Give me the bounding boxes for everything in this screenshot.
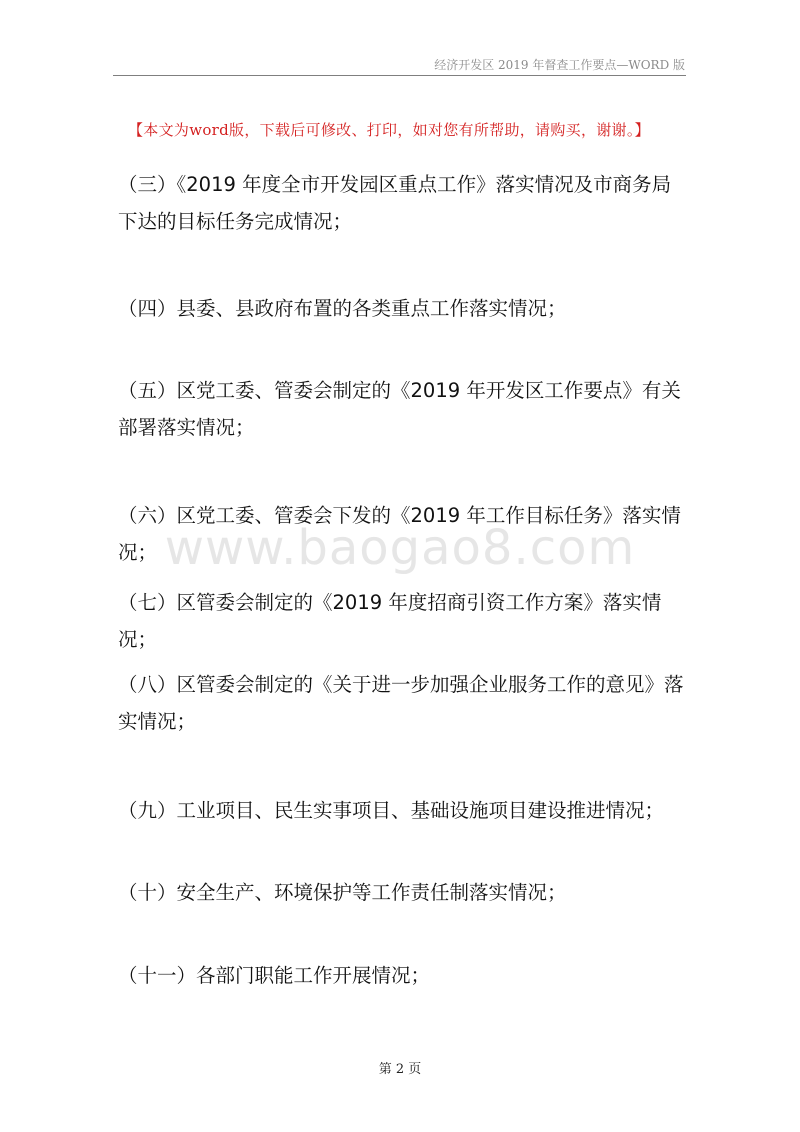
paragraph-item-4: （四）县委、县政府布置的各类重点工作落实情况； bbox=[118, 297, 567, 320]
download-notice: 【本文为word版，下载后可修改、打印，如对您有所帮助，请购买，谢谢。】 bbox=[128, 121, 650, 139]
header-divider bbox=[113, 75, 686, 76]
paragraph-item-3: （三）《2019 年度全市开发园区重点工作》落实情况及市商务局下达的目标任务完成情况； bbox=[118, 173, 672, 233]
paragraph-item-11: （十一）各部门职能工作开展情况； bbox=[118, 964, 431, 987]
paragraph-item-8: （八）区管委会制定的《关于进一步加强企业服务工作的意见》落实情况； bbox=[118, 673, 684, 733]
page-number: 第 2 页 bbox=[378, 1062, 422, 1077]
paragraph-item-10: （十）安全生产、环境保护等工作责任制落实情况； bbox=[118, 881, 567, 904]
paragraph-item-9: （九）工业项目、民生实事项目、基础设施项目建设推进情况； bbox=[118, 799, 665, 822]
running-header: 经济开发区 2019 年督查工作要点—WORD 版 bbox=[434, 58, 685, 72]
paragraph-item-6: （六）区党工委、管委会下发的《2019 年工作目标任务》落实情况； bbox=[118, 504, 681, 564]
paragraph-item-5: （五）区党工委、管委会制定的《2019 年开发区工作要点》有关部署落实情况； bbox=[118, 379, 681, 439]
watermark-text: www.baogao8.com bbox=[164, 520, 636, 576]
paragraph-item-7: （七）区管委会制定的《2019 年度招商引资工作方案》落实情况； bbox=[118, 591, 662, 651]
